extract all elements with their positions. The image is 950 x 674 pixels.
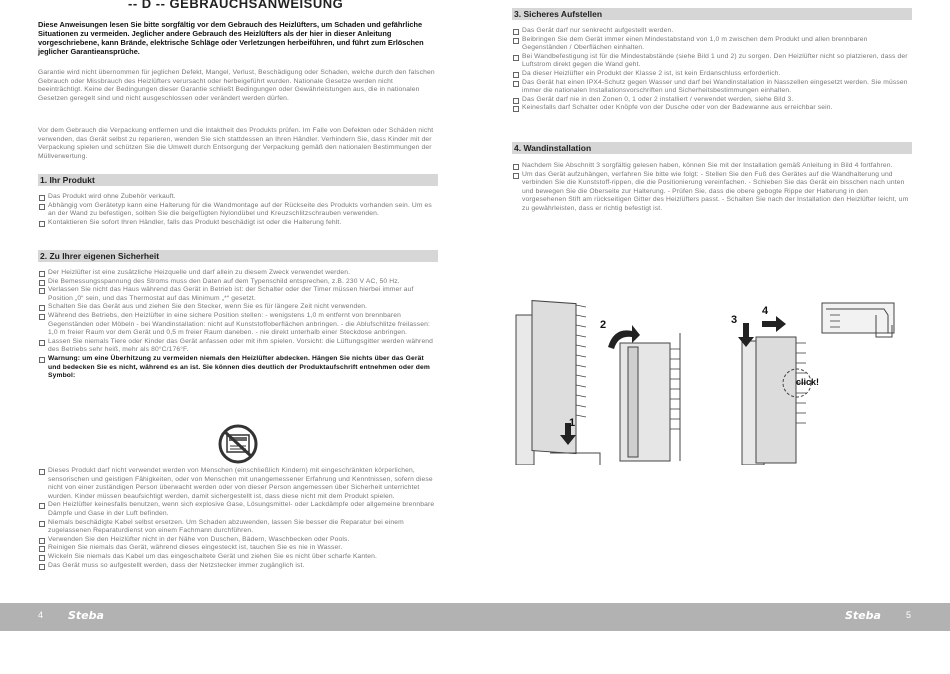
list-item: Verlassen Sie nicht das Haus während das Gerät in Betrieb ist: der Schalter oder der Timer müssen hierbei immer auf Position „0“ sein, und das Thermostat auf das Minimum „*“ gesetzt. xyxy=(38,286,438,303)
safety-list xyxy=(38,269,438,381)
section-heading-safety: 2. Zu Ihrer eigenen Sicherheit xyxy=(38,250,438,262)
packaging-paragraph: Vor dem Gebrauch die Verpackung entfernen und die Intaktheit des Produkts prüfen. Im Falle von Defekten oder Schäden nicht verwenden, das Gerät selbst zu reparieren, wenden Sie sich stattdessen an Ihren Händler. Verhindern Sie, dass Kinder mit der Verpackung spielen und schützen Sie die Umwelt durch Entsorgung der Verpackung gemäß den nationalen Bestimmungen der Müllverwertung. xyxy=(38,127,434,160)
list-item: Die Bemessungsspannung des Stroms muss den Daten auf dem Typenschild entsprechen, z.B. 230 V AC, 50 Hz. xyxy=(38,278,438,287)
list-item: Lassen Sie niemals Tiere oder Kinder das Gerät anfassen oder mit ihm spielen. Vorsicht: die Lüftungsgitter werden während des Betriebs sehr heiß, mehr als 80°C/176°F. xyxy=(38,338,438,355)
list-item: Reinigen Sie niemals das Gerät, während dieses eingesteckt ist, tauchen Sie es nie in Wasser. xyxy=(38,544,438,553)
page-footer xyxy=(0,603,950,631)
installation-list xyxy=(512,162,912,214)
wall-bracket-detail xyxy=(822,303,894,337)
heater-step-3 xyxy=(742,337,811,465)
list-item: Schalten Sie das Gerät aus und ziehen Sie den Stecker, wenn Sie es für längere Zeit nicht verwenden. xyxy=(38,303,438,312)
warranty-paragraph: Garantie wird nicht übernommen für jeglichen Defekt, Mangel, Verlust, Beschädigung oder Schaden, welche durch den falschen Gebrauch oder Missbrauch des Heizlüfters verursacht oder herbeigeführt wurden. Nationale Gesetze werden nicht beeinträchtigt. Keine der Bedingungen dieser Garantie schließt Bedingungen oder Gewährleistungen aus, die in nationalen Gesetzen geregelt sind und nicht ausgeschlossen oder verändert werden dürfen. xyxy=(38,69,435,102)
list-item: Dieses Produkt darf nicht verwendet werden von Menschen (einschließlich Kindern) mit eingeschränkten körperlichen, sensorischen und geistigen Fähigkeiten, oder von Menschen mit unangemessener Erfahrung und Kenntnissen, sofern diese nicht von einer zuständigen Person überwacht werden oder von dieser Person angemessen über Sicherheit unterrichtet wurden. Kinder müssen beaufsichtigt werden, damit sichergestellt ist, dass diese nicht mit dem Produkt spielen. xyxy=(38,467,438,501)
heater-step-2 xyxy=(620,333,680,461)
list-item: Das Produkt wird ohne Zubehör verkauft. xyxy=(38,193,438,202)
list-item: Das Gerät darf nur senkrecht aufgestellt werden. xyxy=(512,27,912,36)
step-label-1: 1 xyxy=(569,417,576,429)
placement-list xyxy=(512,27,912,113)
step-label-4: 4 xyxy=(762,305,769,317)
list-item: Kontaktieren Sie sofort Ihren Händler, falls das Produkt beschädigt ist oder die Halterung fehlt. xyxy=(38,219,438,228)
heater-figure xyxy=(510,285,910,465)
product-list xyxy=(38,193,438,227)
section-heading-placement: 3. Sicheres Aufstellen xyxy=(512,8,912,20)
list-item: Das Gerät darf nie in den Zonen 0, 1 oder 2 installiert / verwendet werden, siehe Bild 3. xyxy=(512,96,912,105)
page-number-right: 5 xyxy=(906,610,912,620)
steba-logo-left: Steba xyxy=(68,609,104,622)
usage-restriction-list xyxy=(38,467,438,570)
section-heading-product: 1. Ihr Produkt xyxy=(38,174,438,186)
no-cover-warning-icon xyxy=(216,424,260,464)
list-item: Niemals beschädigte Kabel selbst ersetzen. Um Schaden abzuwenden, lassen Sie besser die Reparatur bei einem zugelassenen Reparaturdienst von einem Fachmann durchführen. xyxy=(38,519,438,536)
list-item: Wickeln Sie niemals das Kabel um das eingeschaltete Gerät und ziehen Sie es nicht über scharfe Kanten. xyxy=(38,553,438,562)
steba-logo-right: Steba xyxy=(845,609,881,622)
list-item: Um das Gerät aufzuhängen, verfahren Sie bitte wie folgt: - Stellen Sie den Fuß des Gerätes auf die Wandhalterung und verbinden Sie die Kunststoff-rippen, die die Positionierung vereinfachen. - Schieben Sie das Gerät ein bisschen nach unten und bewegen Sie die Oberseite zur Halterung. - Prüfen Sie, dass die obere gebogte Rippe der Halterung in den vorgesehenen Stift am rückseitigen Gitter des Heizlüfters passt. - Schalten Sie nach der Installation den Heizlüfter leicht, um zu gewährleisten, dass er richtig befestigt ist. xyxy=(512,171,912,214)
list-item: Keinesfalls darf Schalter oder Knöpfe von der Dusche oder von der Badewanne aus erreichbar sein. xyxy=(512,104,912,113)
list-item: Das Gerät muss so aufgestellt werden, dass der Netzstecker immer zugänglich ist. xyxy=(38,562,438,571)
page-number-left: 4 xyxy=(38,610,44,620)
list-item: Da dieser Heizlüfter ein Produkt der Klasse 2 ist, ist kein Erdanschluss erforderlich. xyxy=(512,70,912,79)
list-item: Verwenden Sie den Heizlüfter nicht in der Nähe von Duschen, Bädern, Waschbecken oder Pools. xyxy=(38,536,438,545)
page-title: -- D -- GEBRAUCHSANWEISUNG xyxy=(128,0,344,11)
list-item: Beibringen Sie dem Gerät immer einen Mindestabstand von 1,0 m zwischen dem Produkt und allen brennbaren Gegenständen / Oberflächen einhalten. xyxy=(512,36,912,53)
step-label-3: 3 xyxy=(731,314,738,326)
list-item: Während des Betriebs, den Heizlüfter in eine sichere Position stellen: - wenigstens 1,0 m entfernt von brennbaren Gegenständen oder Möbeln - bei Wandinstallation: nicht auf Kunststoffoberflächen anbringen. - die Ablufschlitze freilassen: 1,0 m freier Raum vor dem Gerät und 0,5 m freier Raum daneben. - nie direkt unterhalb einer Steckdose anbringen. xyxy=(38,312,438,338)
list-item: Das Gerät hat einen IPX4-Schutz gegen Wasser und darf bei Wandinstallation in Nasszellen eingesetzt werden. Sie müssen immer die nationalen Installationsvorschriften und Sicherheitsbestimmungen einhalten. xyxy=(512,79,912,96)
list-item: Nachdem Sie Abschnitt 3 sorgfältig gelesen haben, können Sie mit der Installation gemäß Anleitung in Bild 4 fortfahren. xyxy=(512,162,912,171)
warning-item: Warnung: um eine Überhitzung zu vermeiden niemals den Heizlüfter abdecken. Hängen Sie nichts über das Gerät und bedecken Sie es nicht, während es an ist. Sie können dies deutlich der Produktaufschrift entnehmen oder dem Symbol: xyxy=(38,355,438,381)
list-item: Abhängig vom Gerätetyp kann eine Halterung für die Wandmontage auf der Rückseite des Produkts vorhanden sein. Um es an der Wand zu befestigen, sollten Sie die beigefügten Nylondübel und Kreuzschlitzschrauben verwenden. xyxy=(38,202,438,219)
click-label: click! xyxy=(796,377,820,387)
list-item: Bei Wandbefestigung ist für die Mindestabstände (siehe Bild 1 und 2) zu sorgen. Den Heizlüfter nicht so platzieren, dass der Luftstrom direkt gegen die Wand geht. xyxy=(512,53,912,70)
intro-paragraph: Diese Anweisungen lesen Sie bitte sorgfältig vor dem Gebrauch des Heizlüfters, um Schaden und gefährliche Situationen zu vermeiden. Jeglicher andere Gebrauch des Heizlüfters als der hier in dieser Anleitung vorgeschriebene, kann Brände, elektrische Schläge oder Verletzungen herbeiführen, und führt zum Erlöschen jeglicher Garantieansprüche. xyxy=(38,20,424,56)
heater-step-1 xyxy=(516,301,600,465)
list-item: Den Heizlüfter keinesfalls benutzen, wenn sich explosive Gase, Lösungsmittel- oder Lackdämpfe oder allgemeine brennbare Dämpfe und Gase in der Luft befinden. xyxy=(38,501,438,518)
arrow-right-icon xyxy=(762,316,786,332)
section-heading-wall-installation: 4. Wandinstallation xyxy=(512,142,912,154)
list-item: Der Heizlüfter ist eine zusätzliche Heizquelle und darf allein zu diesem Zweck verwendet werden. xyxy=(38,269,438,278)
step-label-2: 2 xyxy=(600,319,607,331)
